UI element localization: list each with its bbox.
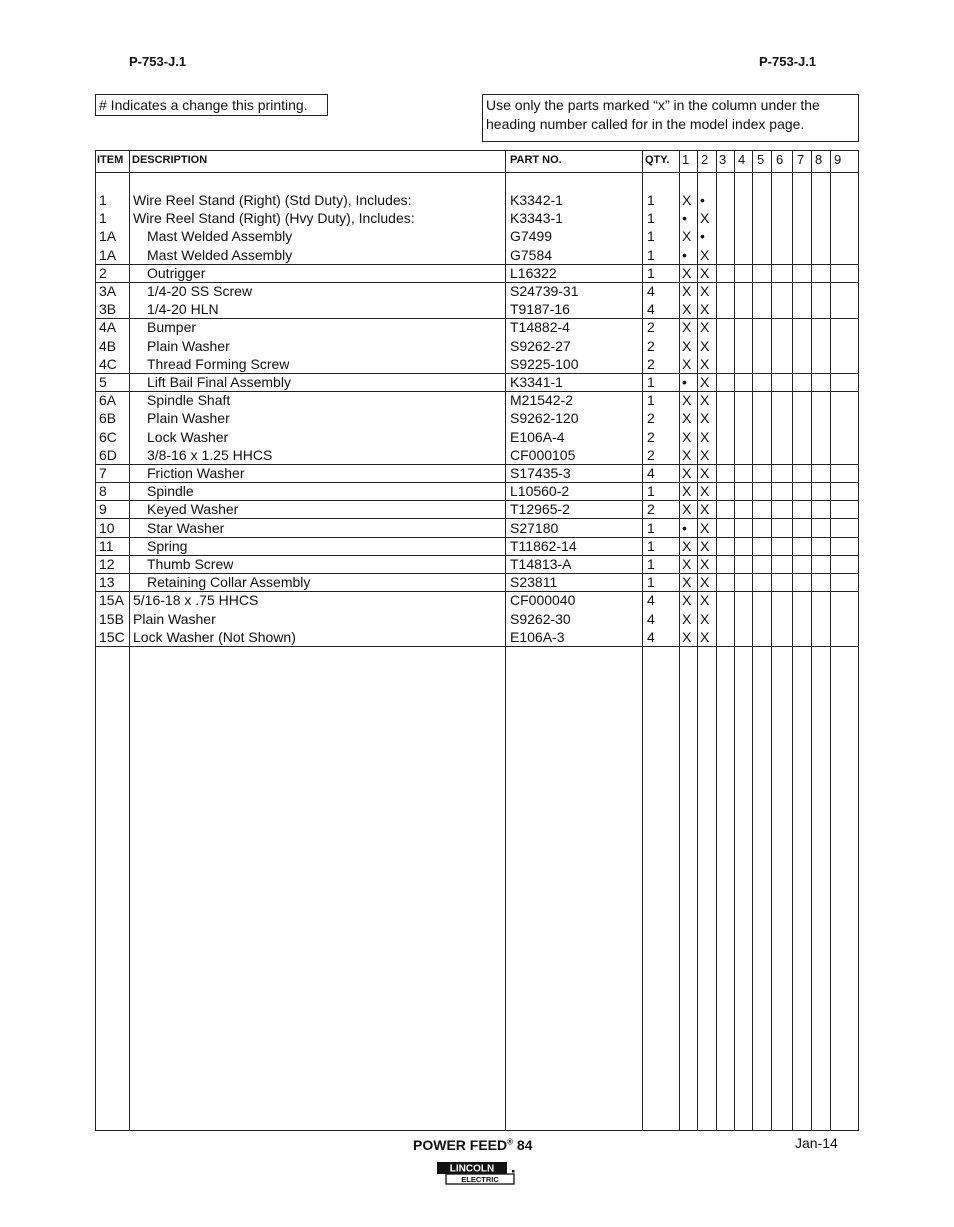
- model-1-mark: •: [682, 210, 687, 227]
- table-row: [96, 209, 858, 227]
- model-1-mark: X: [682, 301, 692, 318]
- quantity: 2: [647, 337, 655, 354]
- item-number: 13: [99, 574, 115, 591]
- item-number: 4C: [99, 355, 117, 372]
- table-row: [96, 300, 858, 319]
- model-1-mark: X: [682, 337, 692, 354]
- part-number: T9187-16: [510, 301, 570, 318]
- description: Spindle Shaft: [147, 392, 231, 409]
- model-1-mark: X: [682, 283, 692, 299]
- part-number: K3343-1: [510, 210, 563, 227]
- quantity: 4: [647, 465, 655, 481]
- model-1-mark: X: [682, 556, 692, 572]
- item-number: 1: [99, 210, 107, 227]
- quantity: 1: [647, 556, 655, 572]
- usage-note: Use only the parts marked “x” in the column under the heading number called for in the model index page.: [482, 94, 859, 142]
- part-number: G7584: [510, 246, 553, 263]
- model-2-mark: X: [700, 319, 710, 336]
- item-number: 1A: [99, 246, 117, 263]
- logo-text-top: LINCOLN: [449, 1163, 495, 1175]
- part-number: CF000040: [510, 592, 576, 609]
- item-number: 6B: [99, 410, 117, 427]
- part-number: T14813-A: [510, 556, 572, 572]
- part-number: S17435-3: [510, 465, 571, 481]
- quantity: 1: [647, 519, 655, 536]
- description: Plain Washer: [133, 610, 216, 627]
- item-number: 9: [99, 501, 107, 518]
- part-number: S9262-30: [510, 610, 571, 627]
- item-number: 15B: [99, 610, 124, 627]
- model-2-mark: X: [700, 301, 710, 318]
- part-number: T14882-4: [510, 319, 570, 336]
- quantity: 1: [647, 392, 655, 409]
- part-number: S9262-27: [510, 337, 571, 354]
- model-1-mark: •: [682, 246, 687, 263]
- model-2-mark: X: [700, 465, 710, 481]
- item-number: 7: [99, 465, 107, 481]
- col-header-description: DESCRIPTION: [132, 154, 208, 166]
- quantity: 2: [647, 355, 655, 372]
- table-row: [96, 391, 858, 409]
- part-number: T12965-2: [510, 501, 570, 518]
- description: Bumper: [147, 319, 197, 336]
- model-2-mark: X: [700, 246, 710, 263]
- table-row: [96, 264, 858, 283]
- model-2-mark: X: [700, 501, 710, 518]
- model-2-mark: •: [700, 228, 705, 245]
- description: Plain Washer: [147, 410, 230, 427]
- model-col-5: 5: [757, 152, 765, 167]
- table-row: [96, 246, 858, 265]
- table-row: [96, 227, 858, 245]
- model-1-mark: X: [682, 228, 692, 245]
- table-row: [96, 519, 858, 538]
- part-number: K3341-1: [510, 374, 563, 390]
- description: 3/8-16 x 1.25 HHCS: [147, 446, 273, 463]
- description: Mast Welded Assembly: [147, 228, 293, 245]
- model-2-mark: X: [700, 446, 710, 463]
- table-row: [96, 282, 858, 300]
- model-col-9: 9: [834, 152, 842, 167]
- part-number: CF000105: [510, 446, 576, 463]
- model-2-mark: X: [700, 537, 710, 554]
- model-2-mark: X: [700, 337, 710, 354]
- table-row: [96, 610, 858, 628]
- item-number: 6A: [99, 392, 117, 409]
- model-1-mark: X: [682, 410, 692, 427]
- part-number: L10560-2: [510, 483, 570, 500]
- table-row: [96, 591, 858, 609]
- quantity: 2: [647, 446, 655, 463]
- part-number: K3342-1: [510, 192, 563, 208]
- model-1-mark: X: [682, 501, 692, 518]
- quantity: 2: [647, 428, 655, 445]
- table-row: [96, 555, 858, 574]
- model-1-mark: X: [682, 319, 692, 336]
- model-1-mark: •: [682, 374, 687, 390]
- description: Lift Bail Final Assembly: [147, 374, 291, 390]
- model-2-mark: X: [700, 592, 710, 609]
- model-1-mark: X: [682, 355, 692, 372]
- model-col-1: 1: [682, 152, 690, 167]
- header-code-right: P-753-J.1: [759, 54, 817, 69]
- quantity: 1: [647, 483, 655, 500]
- table-row: [96, 428, 858, 446]
- table-row: [96, 318, 858, 336]
- description: Thumb Screw: [147, 556, 234, 572]
- description: Mast Welded Assembly: [147, 246, 293, 263]
- description: Spring: [147, 537, 188, 554]
- table-row: [96, 482, 858, 501]
- description: Outrigger: [147, 264, 206, 281]
- model-2-mark: X: [700, 483, 710, 500]
- description: Retaining Collar Assembly: [147, 574, 311, 591]
- model-2-mark: X: [700, 355, 710, 372]
- model-col-6: 6: [776, 152, 784, 167]
- model-1-mark: X: [682, 628, 692, 645]
- item-number: 6C: [99, 428, 117, 445]
- table-row: [96, 537, 858, 556]
- part-number: S23811: [510, 574, 558, 591]
- item-number: 10: [99, 519, 115, 536]
- part-number: S9262-120: [510, 410, 579, 427]
- item-number: 12: [99, 556, 115, 572]
- description: Lock Washer: [147, 428, 229, 445]
- table-row: [96, 446, 858, 465]
- table-row: [96, 409, 858, 427]
- model-2-mark: X: [700, 392, 710, 409]
- description: 1/4-20 SS Screw: [147, 283, 253, 299]
- model-2-mark: X: [700, 574, 710, 591]
- table-row: [96, 628, 858, 647]
- description: Friction Washer: [147, 465, 245, 481]
- description: Star Washer: [147, 519, 225, 536]
- model-2-mark: X: [700, 210, 710, 227]
- col-header-part-no: PART NO.: [510, 154, 562, 166]
- model-2-mark: X: [700, 410, 710, 427]
- quantity: 1: [647, 246, 655, 263]
- model-1-mark: •: [682, 519, 687, 536]
- registered-mark: ®: [507, 1137, 514, 1147]
- product-model: 84: [516, 1137, 533, 1153]
- item-number: 6D: [99, 446, 117, 463]
- model-col-2: 2: [701, 152, 709, 167]
- model-col-8: 8: [815, 152, 823, 167]
- quantity: 4: [647, 628, 655, 645]
- quantity: 2: [647, 410, 655, 427]
- description: Wire Reel Stand (Right) (Hvy Duty), Includes:: [133, 210, 415, 227]
- description: Wire Reel Stand (Right) (Std Duty), Includes:: [133, 192, 412, 208]
- table-row: [96, 500, 858, 519]
- model-col-4: 4: [738, 152, 746, 167]
- part-number: E106A-4: [510, 428, 565, 445]
- model-2-mark: X: [700, 556, 710, 572]
- description: Thread Forming Screw: [147, 355, 290, 372]
- model-2-mark: X: [700, 374, 710, 390]
- item-number: 1: [99, 192, 107, 208]
- model-1-mark: X: [682, 574, 692, 591]
- model-1-mark: X: [682, 537, 692, 554]
- product-name: POWER FEED: [413, 1137, 508, 1153]
- quantity: 4: [647, 592, 655, 609]
- revision-date: Jan-14: [795, 1135, 838, 1151]
- part-number: T11862-14: [510, 537, 577, 554]
- part-number: L16322: [510, 264, 557, 281]
- model-col-3: 3: [719, 152, 727, 167]
- quantity: 1: [647, 192, 655, 208]
- quantity: 1: [647, 374, 655, 390]
- product-title: [413, 1137, 533, 1153]
- quantity: 1: [647, 228, 655, 245]
- item-number: 3A: [99, 283, 117, 299]
- model-2-mark: X: [700, 428, 710, 445]
- model-2-mark: •: [700, 192, 705, 208]
- item-number: 4B: [99, 337, 117, 354]
- quantity: 1: [647, 264, 655, 281]
- item-number: 15A: [99, 592, 124, 609]
- header-code-left: P-753-J.1: [129, 54, 187, 69]
- part-number: G7499: [510, 228, 553, 245]
- description: Keyed Washer: [147, 501, 239, 518]
- item-number: 1A: [99, 228, 117, 245]
- description: 5/16-18 x .75 HHCS: [133, 592, 259, 609]
- item-number: 11: [99, 537, 114, 554]
- model-1-mark: X: [682, 192, 692, 208]
- part-number: S9225-100: [510, 355, 579, 372]
- quantity: 2: [647, 501, 655, 518]
- table-row: [96, 191, 858, 209]
- parts-table: [95, 150, 859, 1131]
- col-header-qty: QTY.: [645, 154, 670, 166]
- quantity: 4: [647, 610, 655, 627]
- model-col-7: 7: [797, 152, 805, 167]
- lincoln-electric-logo: [436, 1161, 516, 1185]
- quantity: 1: [647, 574, 655, 591]
- part-number: S27180: [510, 519, 559, 536]
- model-2-mark: X: [700, 610, 710, 627]
- model-1-mark: X: [682, 610, 692, 627]
- model-1-mark: X: [682, 392, 692, 409]
- item-number: 3B: [99, 301, 117, 318]
- quantity: 4: [647, 283, 655, 299]
- table-row: [96, 573, 858, 592]
- description: 1/4-20 HLN: [147, 301, 219, 318]
- col-header-item: ITEM: [97, 154, 124, 166]
- model-1-mark: X: [682, 592, 692, 609]
- quantity: 1: [647, 210, 655, 227]
- description: Spindle: [147, 483, 194, 500]
- change-note: # Indicates a change this printing.: [95, 94, 328, 116]
- model-1-mark: X: [682, 264, 692, 281]
- table-row: [96, 355, 858, 374]
- item-number: 2: [99, 264, 107, 281]
- model-1-mark: X: [682, 428, 692, 445]
- part-number: M21542-2: [510, 392, 574, 409]
- logo-text-bottom: ELECTRIC: [461, 1175, 499, 1184]
- model-1-mark: X: [682, 465, 692, 481]
- table-row: [96, 464, 858, 483]
- model-2-mark: X: [700, 628, 710, 645]
- model-1-mark: X: [682, 483, 692, 500]
- quantity: 4: [647, 301, 655, 318]
- item-number: 8: [99, 483, 107, 500]
- model-1-mark: X: [682, 446, 692, 463]
- model-2-mark: X: [700, 264, 710, 281]
- quantity: 2: [647, 319, 655, 336]
- model-2-mark: X: [700, 519, 710, 536]
- quantity: 1: [647, 537, 655, 554]
- model-2-mark: X: [700, 283, 710, 299]
- part-number: E106A-3: [510, 628, 565, 645]
- table-row: [96, 337, 858, 355]
- part-number: S24739-31: [510, 283, 579, 299]
- description: Lock Washer (Not Shown): [133, 628, 296, 645]
- item-number: 5: [99, 374, 107, 390]
- description: Plain Washer: [147, 337, 230, 354]
- table-row: [96, 373, 858, 392]
- item-number: 4A: [99, 319, 117, 336]
- item-number: 15C: [99, 628, 125, 645]
